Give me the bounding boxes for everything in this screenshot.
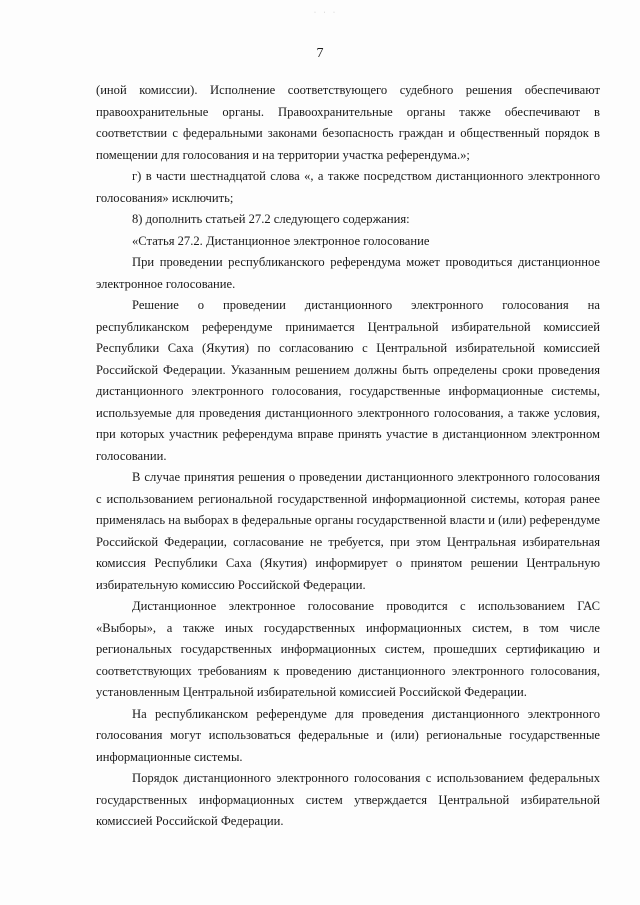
paragraph-article-1: При проведении республиканского референдума может проводиться дистанционное электронное голосование. bbox=[96, 255, 600, 291]
paragraph-article-6: Порядок дистанционного электронного голосования с использованием федеральных государственных информационных систем утверждается Центральной избирательной комиссией Российской Федерации. bbox=[96, 771, 600, 828]
paragraph-item-g: г) в части шестнадцатой слова «, а также посредством дистанционного электронного голосования» исключить; bbox=[96, 169, 600, 205]
document-body bbox=[96, 80, 600, 833]
paragraph-item-8: 8) дополнить статьей 27.2 следующего содержания: bbox=[132, 212, 410, 226]
article-heading: «Статья 27.2. Дистанционное электронное голосование bbox=[132, 233, 430, 248]
paragraph-continuation: (иной комиссии). Исполнение соответствующего судебного решения обеспечивают правоохранительные органы. Правоохранительные органы также обеспечивают в соответствии с федеральными законами безопасность граждан и общественный порядок в помещении для голосования и на территории участка референдума.»; bbox=[96, 83, 600, 162]
paragraph-article-2: Решение о проведении дистанционного электронного голосования на республиканском референдуме принимается Центральной избирательной комиссией Республики Саха (Якутия) по согласованию с Центральной избирательной комиссией Российской Федерации. Указанным решением должны быть определены сроки проведения дистанционного электронного голосования, государственные информационные системы, используемые для проведения дистанционного электронного голосования, а также условия, при которых участник референдума вправе принять участие в дистанционном электронном голосовании. bbox=[96, 298, 600, 463]
scan-artifact: · · · bbox=[314, 10, 338, 16]
page-number: 7 bbox=[316, 46, 324, 61]
paragraph-article-5: На республиканском референдуме для проведения дистанционного электронного голосования могут использоваться федеральные и (или) региональные государственные информационные системы. bbox=[96, 706, 600, 764]
paragraph-article-4: Дистанционное электронное голосование проводится с использованием ГАС «Выборы», а также иных государственных информационных систем, в том числе региональных государственных информационных систем, прошедших сертификацию и соответствующих требованиям к проведению дистанционного электронного голосования, установленным Центральной избирательной комиссией Российской Федерации. bbox=[96, 599, 600, 699]
paragraph-article-3: В случае принятия решения о проведении дистанционного электронного голосования с использованием региональной государственной информационной системы, которая ранее применялась на выборах в федеральные органы государственной власти и (или) референдуме Российской Федерации, согласование не требуется, при этом Центральная избирательная комиссия Республики Саха (Якутия) информирует о принятом решении Центральную избирательную комиссию Российской Федерации. bbox=[96, 470, 600, 592]
